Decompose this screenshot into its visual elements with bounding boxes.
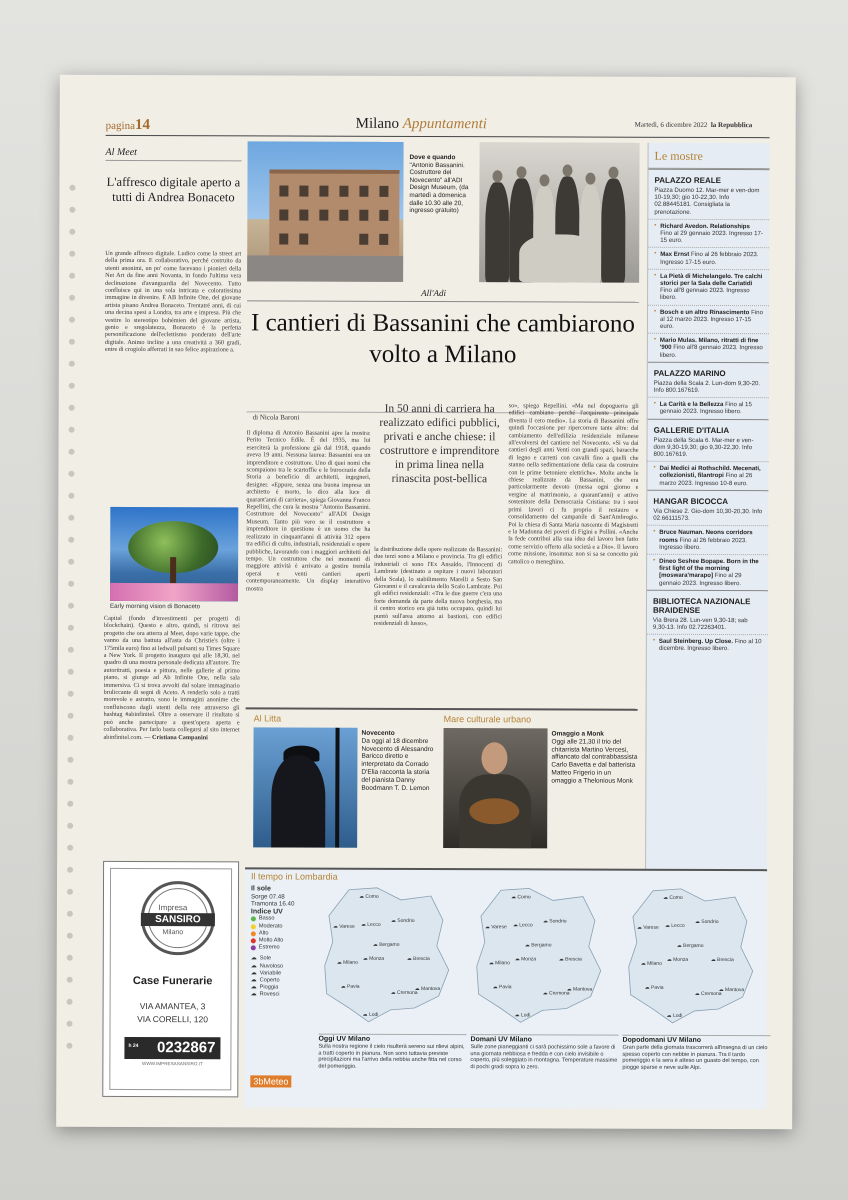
meteo-brand: 3bMeteo [250, 1075, 291, 1087]
map-city-label: ☁ Mantova [414, 985, 441, 993]
funeral-ad [102, 861, 239, 1097]
actor-photo [253, 727, 357, 847]
ad-address-1: VIA AMANTEA, 3 [139, 1001, 206, 1012]
ad-website: WWW.IMPRESASANSIRO.IT [142, 1061, 203, 1067]
building-photo [247, 141, 403, 282]
map-city-label: ☁ Monza [514, 956, 537, 963]
ad-title: Case Funerarie [132, 974, 213, 988]
map-city-label: ☁ Como [358, 893, 379, 900]
main-headline: I cantieri di Bassanini che cambiarono volto a Milano [250, 309, 635, 369]
map-city-label: ☁ Sondrio [542, 918, 567, 925]
exhibition-item: • Mario Mulas. Milano, ritratti di fine '900 Fino all'8 gennaio 2023. Ingresso libero. [648, 333, 769, 362]
forecast-day: Domani UV Milano [470, 1036, 532, 1044]
map-city-label: ☁ Varese [332, 923, 355, 930]
venue-name: HANGAR BICOCCA [647, 490, 768, 508]
newspaper-page [56, 75, 796, 1130]
ad-city: Milano [162, 929, 184, 937]
venue-info: Piazza della Scala 2. Lun-dom 9,30-20. Info 800.167619. [653, 379, 761, 395]
map-city-label: ☁ Pavia [644, 984, 664, 991]
venue-name: PALAZZO REALE [648, 169, 769, 187]
map-city-label: ☁ Mantova [566, 986, 593, 993]
map-city-label: ☁ Lecco [360, 921, 381, 928]
novecento-box: Novecento Da oggi al 18 dicembre Novecento di Alessandro Baricco diretto e interpretato da Corrado D'Elia racconta la storia del pianista Danny Boodmann T. D. Lemon [361, 729, 434, 792]
left-article [105, 147, 241, 205]
ad-phone: h 24 0232867 [124, 1037, 220, 1059]
exhibition-item: • Bosch e un altro Rinascimento Fino al 12 marzo 2023. Ingresso 17-15 euro. [648, 304, 769, 333]
weather-map-tomorrow [471, 886, 611, 1026]
condition-legend-item: ☁ Sole [250, 955, 271, 962]
litta-title: Al Litta [253, 713, 282, 724]
forecast-text: Gran parte della giornata trascorrerà all'insegna di un cielo spesso coperto con nebbie in pianura. Tra il tardo pomeriggio e la sera è atteso un guasto del tempo, con piogge sparse e neve sulle Alpi. [622, 1044, 768, 1072]
uv-legend-item: Alto [251, 930, 313, 937]
forecast-day: Dopodomani UV Milano [622, 1036, 702, 1044]
venue-name: BIBLIOTECA NAZIONALE BRAIDENSE [647, 589, 768, 616]
condition-legend-item: ☁ Variabile [250, 970, 282, 977]
map-city-label: ☁ Milano [336, 959, 358, 966]
exhibitions-column [645, 143, 770, 883]
artwork-image [110, 507, 238, 601]
forecast-text: Sulla nostra regione il cielo risulterà sereno sui rilievi alpini, a tratti coperto in pianura. Non sono tuttavia previste precipitazioni ma l'arrivo della nebbia anche fitta nel corso del pomeriggio. [318, 1043, 465, 1070]
map-city-label: ☁ Como [510, 894, 531, 901]
exhibition-item: • Saul Steinberg. Up Close. Fino al 10 dicembre. Ingresso libero. [647, 634, 768, 656]
map-city-label: ☁ Varese [484, 924, 507, 931]
venue-info: Via Brera 28. Lun-ven 9,30-18; sab 9,30-13. Info 02.72263401. [652, 616, 748, 631]
map-city-label: ☁ Bergamo [676, 942, 704, 949]
venue-info: Piazza Duomo 12. Mar-mer e ven-dom 10-19,30; gio 10-22,30. Info 02.88445181. Consigliata la prenotazione. [654, 186, 760, 216]
map-city-label: ☁ Pavia [492, 984, 512, 991]
main-column-3: so», spiega Repellini. «Ma nel dopoguerra gli edifici cambiano perché l'acquirente principale diventa il ceto medio». La storia di Bassanini offre quindi l'occasione per ripercorrere tante altre: dal cambiamento dell'edilizia residenziale milanese all'evolversi del cantiere nel Novecento. «Si va dai cantieri degli anni Venti con grandi spazi, baracche di legno e carretti con cavalli fino a quelli che stanno nella sedimentazione della casa da costruire con le prime betoniere elettriche». Molte anche le chiese realizzate da Bassanini, che era particolarmente devoto (messa ogni giorno e vergine al matrimonio, a quarant'anni) e attivo sostenitore della Democrazia Cristiana: tra i suoi primi lavori ci fu proprio il restauro e consolidamento del campanile di Sant'Ambrogio. Poi la chiesa di Santa Maria nascente di Magistretti e la Madonna dei poveri di Figini e Pollini. «Anche la fede contribuì alla sua idea del lavoro ben fatto come servizio offerto alla società e a Dio». Il lavoro come missione, insomma: non si sa se concetto più cattolico o meneghino. [508, 402, 639, 566]
uv-legend-item: Moderato [251, 923, 313, 930]
venue-name: GALLERIE D'ITALIA [648, 418, 769, 436]
map-city-label: ☁ Milano [640, 960, 662, 967]
map-city-label: ☁ Cremona [694, 990, 722, 998]
map-city-label: ☁ Bergamo [372, 941, 400, 948]
exhibition-item: • La Pietà di Michelangelo. Tre calchi storici per la Sala delle Cariatidi Fino all'8 gennaio 2023. Ingresso libero. [648, 269, 769, 305]
header-rule [106, 135, 770, 138]
kicker-rule [247, 300, 639, 302]
byline: di Nicola Baroni [252, 413, 300, 422]
main-kicker: All'Adi [421, 287, 447, 299]
issue-date: Martedì, 6 dicembre 2022 la Repubblica [634, 120, 753, 130]
main-column-1: Il diploma di Antonio Bassanini apre la mostra: Perito Tecnico Edile. È del 1935, ma lui eserciterà la professione già dal 1918, quando aveva 19 anni. Nessuna laurea: Bassanini era un imprenditore e costruttore. Uno di quei nomi che scompaiono tra le scartoffie e le burocrazie della Storia a beneficio di architetti, ingegneri, designer. «Eppure, senza una buona impresa un architetto è morto, lo dico alla luce di quarant'anni di carriera», spiega Giovanna Franco Repellini, che cura la mostra "Antonio Bassanini. Costruttore del Novecento" all'ADI Design Museum. Tanto più vero se il costruttore e imprenditore in questione è un uomo che ha realizzato in cinquant'anni di attività 312 opere tra edifici di culto, industriali, residenziali e opere pubbliche, lavorando con i maggiori architetti del tempo. Un costruttore che nei momenti di maggiore attività è arrivato a gestire tremila operai e venti cantieri aperti contemporaneamente. Un display interattivo mostra [246, 429, 371, 592]
map-city-label: ☁ Lodi [514, 1012, 531, 1019]
sun-legend: Il sole Sorge 07.48 Tramonta 16.40 Indice UV Basso Moderato Alto Molto Alto Estremo ☁ Sole ☁ Nuvoloso ☁ Variabile ☁ Coperto ☁ Pioggia ☁ Rovesci [250, 885, 313, 1055]
exhibition-item: • La Carità e la Bellezza Fino al 15 gennaio 2023. Ingresso libero. [648, 397, 769, 419]
map-city-label: ☁ Brescia [558, 956, 582, 963]
map-city-label: ☁ Pavia [340, 983, 360, 990]
guitarist-photo [443, 728, 547, 848]
binder-holes [66, 185, 77, 1085]
weather-map-after [623, 887, 763, 1027]
venue-info: Via Chiese 2. Gio-dom 10,30-20,30. Info 02.66111573. [653, 507, 763, 523]
weather-title: Il tempo in Lombardia [251, 871, 338, 882]
mare-title: Mare culturale urbano [443, 714, 532, 725]
left-headline: L'affresco digitale aperto a tutti di Andrea Bonaceto [106, 174, 241, 205]
condition-legend-item: ☁ Pioggia [250, 984, 279, 991]
exhibition-item: • Max Ernst Fino al 26 febbraio 2023. Ingresso 17-15 euro. [648, 247, 769, 269]
exhibitions-title: Le mostre [649, 143, 770, 169]
exhibition-item: • Dai Medici ai Rothschild. Mecenati, collezionisti, filantropi Fino al 26 marzo 2023. Ingresso 10-8 euro. [647, 461, 768, 490]
group-photo [479, 142, 639, 283]
map-city-label: ☁ Monza [666, 956, 689, 963]
uv-legend-item: Basso [251, 916, 313, 923]
monk-box: Omaggio a Monk Oggi alle 21,30 il trio del chitarrista Martino Vercesi, affiancato dal contrabbassista Carlo Bavetta e dal batterista Matteo Frigerio in un omaggio a Thelonious Monk [551, 730, 638, 785]
map-city-label: ☁ Monza [362, 955, 385, 962]
left-kicker: Al Meet [106, 147, 242, 161]
forecast-after [622, 1035, 770, 1098]
map-city-label: ☁ Cremona [542, 990, 570, 997]
artwork-caption: Early morning vision di Bonaceto [109, 602, 201, 611]
forecast-text: Sulle zone pianeggianti ci sarà pochissimo sole a favore di una giornata nebbiosa e fredda e con cielo invisibile o coperto, più soleggiato in montagna. Temperature massime di pochi gradi sopra lo zero. [470, 1043, 618, 1071]
forecast-tomorrow [470, 1034, 618, 1097]
map-city-label: ☁ Brescia [710, 956, 734, 964]
map-city-label: ☁ Brescia [406, 955, 430, 963]
map-city-label: ☁ Cremona [390, 989, 418, 996]
map-city-label: ☁ Bergamo [524, 942, 552, 949]
forecast-day: Oggi UV Milano [318, 1035, 371, 1043]
page-number: pagina14 [105, 116, 151, 134]
weather-map-today [319, 886, 459, 1026]
map-city-label: ☁ Milano [488, 960, 510, 967]
uv-legend-item: Molto Alto [251, 937, 313, 944]
map-city-label: ☁ Lodi [362, 1011, 379, 1018]
condition-legend-item: ☁ Rovesci [250, 991, 280, 998]
map-city-label: ☁ Sondrio [390, 917, 415, 924]
left-body-1: Un grande affresco digitale. Ludico come la street art della prima ora. E collaborativo, perché costruito da utenti anonimi, un po' come facevano i pionieri della Net Art da fine anni Novanta, in fondo l'ultima vera declinazione d'avanguardia del Novecento. Tutto confluisce qui in una sola intricata e coloratissima immagine in divenire. È AB Infinite One, del giovane artista pisano Andrea Bonaceto. Trentatré anni, di cui una decina spesi a Londra, tra arte e impresa. Più che vestire lo stereotipo bohémien del giovane artista, genio e sregolatezza, Bonaceto è la perfetta personificazione dell'eclettismo ponderato dell'arte digitale. Animo incline a una creatività a 360 gradi, entre di crogiolo afferrati in suo felice aspirazione a. [104, 249, 242, 354]
left-body-2: Capital (fondo d'investimenti per progetti di blockchain). Questo e altro, quindi, si ritrova nei progetto che ora atterra al Meet, dopo varie tappe, che vanno da una battuta all'asta da Christie's (oltre i 175mila euro) fino ai ledwall pulsanti su Times Square a New York. Il progetto inaugura qui alle 18,30, nel quadro di una mostra personale dedicata all'autore. Tre autoritratti, poesia e pittura, nelle gallerie al primo piano, si giunge ad Ab Infinite One, nella sala immersiva. Ci si trova avvolti dal solare immaginario bruliccante di segni di Aceto. A renderlo solo a tratti morevole e astratto, sono le immagini anonime che confluiscono dagli utenti della rete attraverso gli hashtag #abinfinitel. Oltre a osservare il risultato si può anche partecipare a quest'opera aperta e collaborativa. Per farlo basta collegarsi al sito internet abinfinitel.com. — Cristiana Campanini [103, 614, 240, 741]
condition-legend-item: ☁ Nuvoloso [250, 962, 284, 970]
map-city-label: ☁ Mantova [718, 987, 745, 994]
map-city-label: ☁ Lecco [664, 922, 685, 929]
map-city-label: ☁ Varese [636, 924, 659, 931]
main-column-2: la distribuzione delle opere realizzate da Bassanini: due terzi sono a Milano e provincia. Tra gli edifici industriali ci sono l'Ex Ansaldo, l'Innocenti di Lambrate (destinato a ospitare i nuovi laboratori della Scala), lo stabilimento Marelli a Sesto San Giovanni e il cavalcavia dello Scalo Lambrate. Poi gli edifici residenziali: «Tra le due guerre c'era una forte domanda da parte della nuova borghesia, ma il centro storico era già tutto occupato, quindi lui puntò sull'area attorno ai bastioni, con edifici residenziali di lusso», [373, 545, 503, 628]
venue-name: PALAZZO MARINO [648, 362, 769, 380]
condition-legend-item: ☁ Coperto [250, 977, 280, 984]
exhibition-item: • Richard Avedon. Relationships Fino al 29 gennaio 2023. Ingresso 17-15 euro. [648, 219, 769, 248]
map-city-label: ☁ Lecco [512, 922, 533, 929]
pull-quote: In 50 anni di carriera ha realizzato edifici pubblici, privati e anche chiese: il costruttore e imprenditore in prima linea nella rinascita post-bellica [379, 402, 500, 486]
map-city-label: ☁ Sondrio [694, 918, 719, 926]
exhibition-item: • Dineo Seshee Bopape. Born in the first light of the morning [moswara'marapo] Fino al 29 gennaio 2023. Ingresso libero. [647, 554, 768, 590]
ad-impresa: Impresa [158, 903, 188, 913]
map-city-label: ☁ Lodi [666, 1012, 683, 1019]
venue-info: Piazza della Scala 6. Mar-mer e ven-dom 9,30-19,30; gio 9,30-22,30. Info 800.167619. [653, 436, 754, 458]
map-city-label: ☁ Como [662, 894, 683, 901]
ad-brand: SANSIRO [141, 913, 215, 926]
uv-legend-item: Estremo [251, 945, 313, 952]
exhibition-item: • Bruce Nauman. Neons corridors rooms Fino al 26 febbraio 2023. Ingresso libero. [647, 525, 768, 554]
ad-address-2: VIA CORELLI, 120 [137, 1013, 208, 1025]
info-box: Dove e quando "Antonio Bassanini. Costruttore del Novecento" all'ADI Design Museum, (da martedì a domenica dalle 10.30 alle 20, ingresso gratuito) [409, 153, 469, 215]
section-title: Milano Appuntamenti [355, 115, 487, 133]
forecast-today [318, 1034, 466, 1097]
